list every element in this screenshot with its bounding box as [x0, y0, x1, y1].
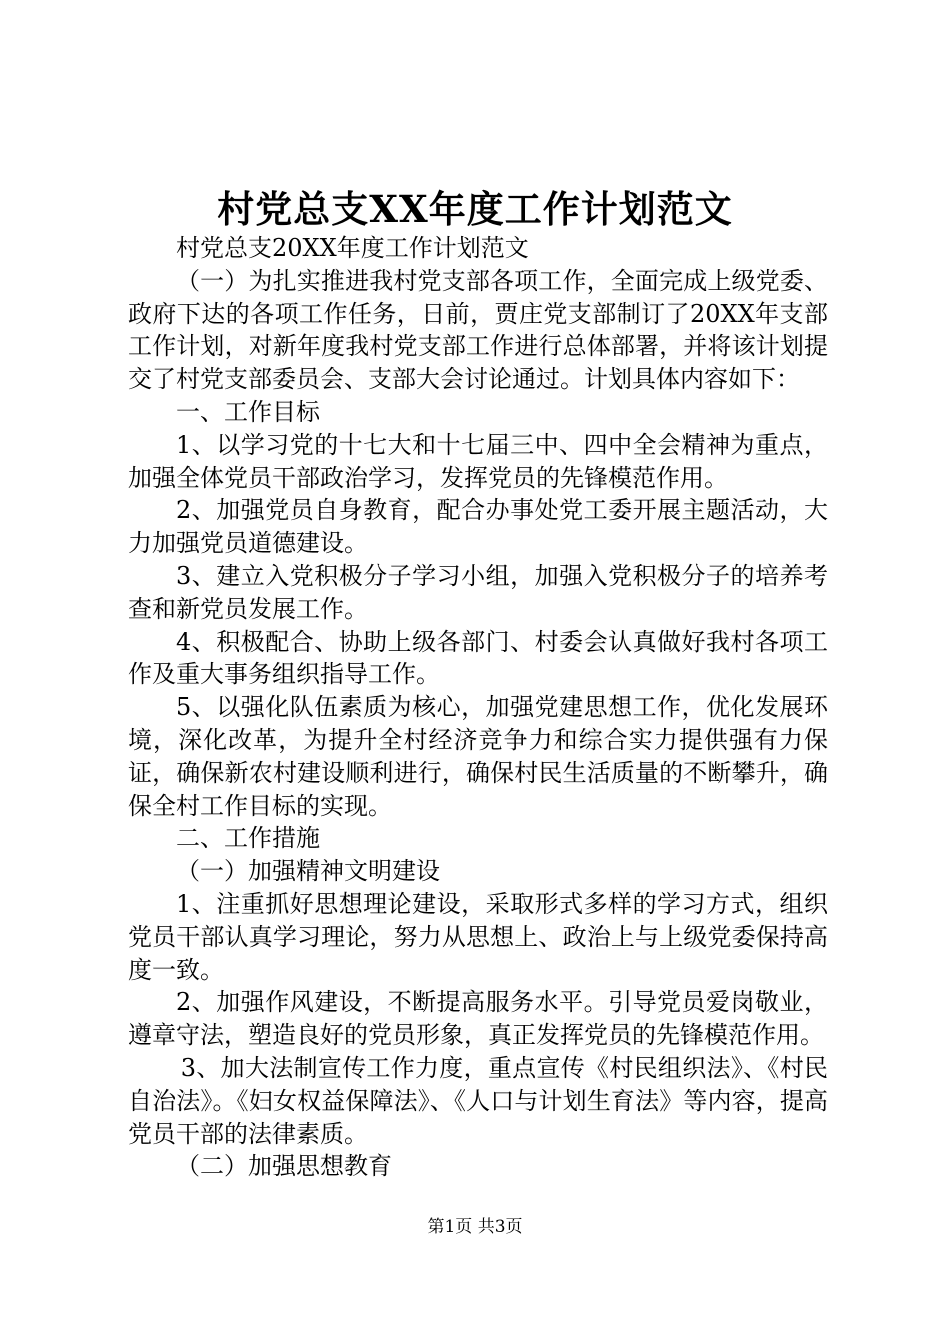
goal-item-1: 1、以学习党的十七大和十七届三中、四中全会精神为重点，加强全体党员干部政治学习，发挥党员的先锋模范作用。: [128, 430, 828, 492]
paragraph-subtitle: 村党总支20XX年度工作计划范文: [176, 234, 529, 262]
measure-item-2: 2、加强作风建设，不断提高服务水平。引导党员爱岗敬业，遵章守法，塑造良好的党员形象，真正发挥党员的先锋模范作用。: [128, 988, 828, 1050]
document-title: 村党总支XX年度工作计划范文: [217, 187, 733, 231]
page-footer: 第1页 共3页: [427, 1217, 523, 1237]
goal-item-2: 2、加强党员自身教育，配合办事处党工委开展主题活动，大力加强党员道德建设。: [128, 496, 828, 558]
measure-item-3: 3、加大法制宣传工作力度，重点宣传《村民组织法》、《村民自治法》。《妇女权益保障法》、《人口与计划生育法》等内容，提高党员干部的法律素质。: [128, 1053, 828, 1148]
goal-item-4: 4、积极配合、协助上级各部门、村委会认真做好我村各项工作及重大事务组织指导工作。: [128, 627, 828, 689]
measure-item-1: 1、注重抓好思想理论建设，采取形式多样的学习方式，组织党员干部认真学习理论，努力从思想上、政治上与上级党委保持高度一致。: [128, 889, 828, 984]
goal-item-3: 3、建立入党积极分子学习小组，加强入党积极分子的培养考查和新党员发展工作。: [128, 561, 828, 623]
document-body: [128, 232, 828, 1183]
subsection-heading-education: （二）加强思想教育: [176, 1152, 392, 1181]
subsection-heading-civilization: （一）加强精神文明建设: [176, 857, 440, 886]
section-heading-measures: 二、工作措施: [176, 824, 320, 853]
section-heading-goals: 一、工作目标: [176, 397, 320, 426]
goal-item-5: 5、以强化队伍素质为核心，加强党建思想工作，优化发展环境，深化改革，为提升全村经济竞争力和综合实力提供强有力保证，确保新农村建设顺利进行，确保村民生活质量的不断攀升，确保全村工作目标的实现。: [128, 693, 828, 820]
paragraph-intro: （一）为扎实推进我村党支部各项工作，全面完成上级党委、政府下达的各项工作任务，日前，贾庄党支部制订了20XX年支部工作计划，对新年度我村党支部工作进行总体部署，并将该计划提交了村党支部委员会、支部大会讨论通过。计划具体内容如下：: [128, 266, 828, 394]
